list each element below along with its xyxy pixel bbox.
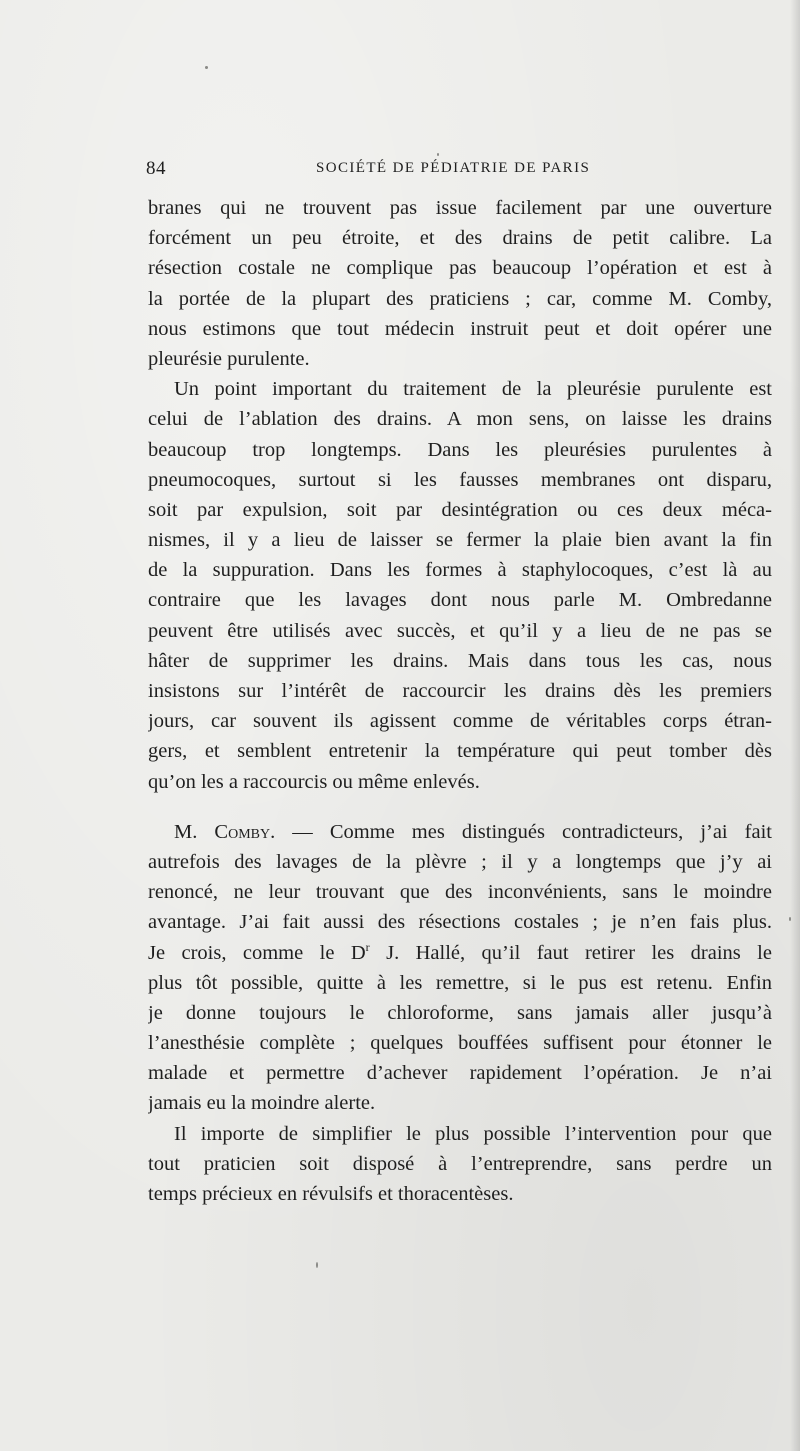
superscript: r xyxy=(365,939,370,954)
text-line: nismes, il y a lieu de laisser se fermer la plaie bien avant la fin xyxy=(148,529,772,552)
text-line: la portée de la plupart des praticiens ; car, comme M. Comby, xyxy=(148,287,772,310)
text-line: beaucoup trop longtemps. Dans les pleurésies purulentes à xyxy=(148,438,772,461)
paper-speck xyxy=(316,1262,318,1268)
text-line: Un point important du traitement de la pleurésie purulente est xyxy=(174,378,772,401)
text-line: résection costale ne complique pas beaucoup l’opération et est à xyxy=(148,257,772,280)
speaker-line-rest: . — Comme mes distingués contradicteurs, j’ai fait xyxy=(270,820,772,843)
text-line: renoncé, ne leur trouvant que des inconvénients, sans le moindre xyxy=(148,881,772,904)
text-line: gers, et semblent entretenir la température qui peut tomber dès xyxy=(148,740,772,763)
text-line: soit par expulsion, soit par desintégration ou ces deux méca- xyxy=(148,498,772,521)
paragraph-3 xyxy=(148,817,772,1119)
paragraph-gap xyxy=(148,797,772,817)
text-line: branes qui ne trouvent pas issue facilement par une ouverture xyxy=(148,197,772,219)
text-line: l’anesthésie complète ; quelques bouffées suffisent pour étonner le xyxy=(148,1032,772,1055)
text-line: contraire que les lavages dont nous parle M. Ombredanne xyxy=(148,589,772,612)
body-text xyxy=(148,193,772,1209)
paper-speck xyxy=(437,153,439,156)
text-segment: Je crois, comme le D xyxy=(148,941,366,964)
text-line: tout praticien soit disposé à l’entreprendre, sans perdre un xyxy=(148,1152,772,1175)
text-segment: J. Hallé, qu’il faut retirer les drains le xyxy=(369,941,772,964)
text-line: Il importe de simplifier le plus possible l’intervention pour que xyxy=(174,1122,772,1145)
text-line: temps précieux en révulsifs et thoracentèses. xyxy=(148,1183,514,1205)
text-line: nous estimons que tout médecin instruit peut et doit opérer une xyxy=(148,317,772,340)
text-line: forcément un peu étroite, et des drains de petit calibre. La xyxy=(148,227,772,250)
text-line: celui de l’ablation des drains. A mon sens, on laisse les drains xyxy=(148,408,772,431)
text-line: plus tôt possible, quitte à les remettre, si le pus est retenu. Enfin xyxy=(148,971,772,994)
text-line: je donne toujours le chloroforme, sans jamais aller jusqu’à xyxy=(148,1001,772,1024)
text-line: jamais eu la moindre alerte. xyxy=(148,1092,376,1115)
speaker-name: Comby xyxy=(214,820,271,843)
text-line: insistons sur l’intérêt de raccourcir les drains dès les premiers xyxy=(148,680,772,702)
text-line: pneumocoques, surtout si les fausses membranes ont disparu, xyxy=(148,468,772,491)
text-line: autrefois des lavages de la plèvre ; il y a longtemps que j’y ai xyxy=(148,850,772,873)
text-line-with-title xyxy=(148,938,772,968)
text-line: jours, car souvent ils agissent comme de véritables corps étran- xyxy=(148,710,772,733)
text-line: malade et permettre d’achever rapidement l’opération. Je n’ai xyxy=(148,1062,772,1085)
paragraph-1 xyxy=(148,193,772,374)
text-line: de la suppuration. Dans les formes à staphylocoques, c’est là au xyxy=(148,559,772,582)
text-line: pleurésie purulente. xyxy=(148,347,310,370)
text-line: qu’on les a raccourcis ou même enlevés. xyxy=(148,770,480,793)
page-header xyxy=(146,158,780,184)
page-number: 84 xyxy=(146,158,166,179)
text-line: peuvent être utilisés avec succès, et qu’il y a lieu de ne pas se xyxy=(148,619,772,642)
speaker-line xyxy=(148,817,772,847)
speaker-prefix: M. xyxy=(174,820,215,843)
paper-speck xyxy=(789,917,791,921)
page-edge-shadow xyxy=(790,0,800,1451)
running-head: SOCIÉTÉ DE PÉDIATRIE DE PARIS xyxy=(316,160,591,176)
paper-speck xyxy=(205,66,208,69)
paragraph-2 xyxy=(148,374,772,797)
text-line: avantage. J’ai fait aussi des résections costales ; je n’en fais plus. xyxy=(148,911,772,934)
paragraph-4 xyxy=(148,1119,772,1210)
text-line: hâter de supprimer les drains. Mais dans tous les cas, nous xyxy=(148,649,772,672)
